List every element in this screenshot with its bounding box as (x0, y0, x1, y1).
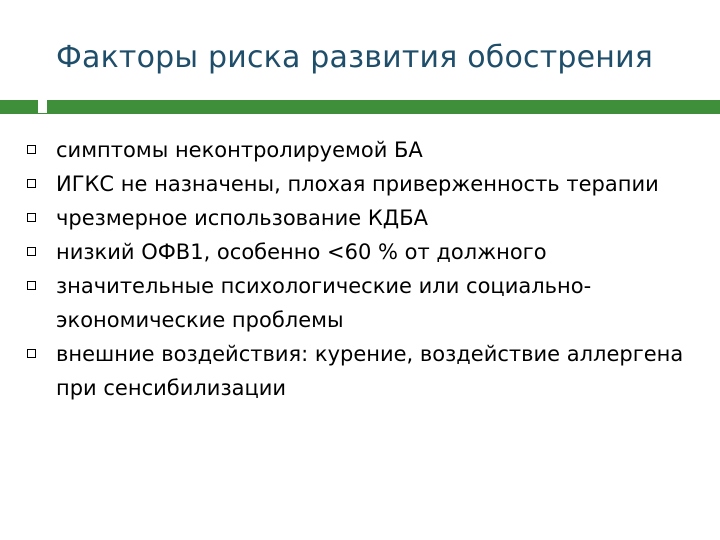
title-rule-left (0, 100, 38, 114)
list-item (0, 235, 720, 269)
list-item-text: внешние воздействия: курение, воздействие аллергена при сенсибилизации (56, 342, 684, 400)
list-item (0, 167, 720, 201)
list-item (0, 269, 720, 337)
list-item (0, 201, 720, 235)
list-item (0, 133, 720, 167)
checkbox-bullet-icon (27, 349, 36, 358)
checkbox-bullet-icon (27, 213, 36, 222)
title-rule-underline (0, 113, 720, 114)
checkbox-bullet-icon (27, 145, 36, 154)
checkbox-bullet-icon (27, 247, 36, 256)
title-rule-right (47, 100, 720, 114)
list-item-text: чрезмерное использование КДБА (56, 206, 428, 230)
list-item-text: ИГКС не назначены, плохая приверженность терапии (56, 172, 659, 196)
list-item-text: низкий ОФВ1, особенно <60 % от должного (56, 240, 547, 264)
checkbox-bullet-icon (27, 281, 36, 290)
checkbox-bullet-icon (27, 179, 36, 188)
slide-title: Факторы риска развития обострения (56, 40, 654, 75)
bullet-list (0, 133, 720, 405)
list-item (0, 337, 720, 405)
list-item-text: значительные психологические или социально-экономические проблемы (56, 274, 592, 332)
list-item-text: симптомы неконтролируемой БА (56, 138, 423, 162)
